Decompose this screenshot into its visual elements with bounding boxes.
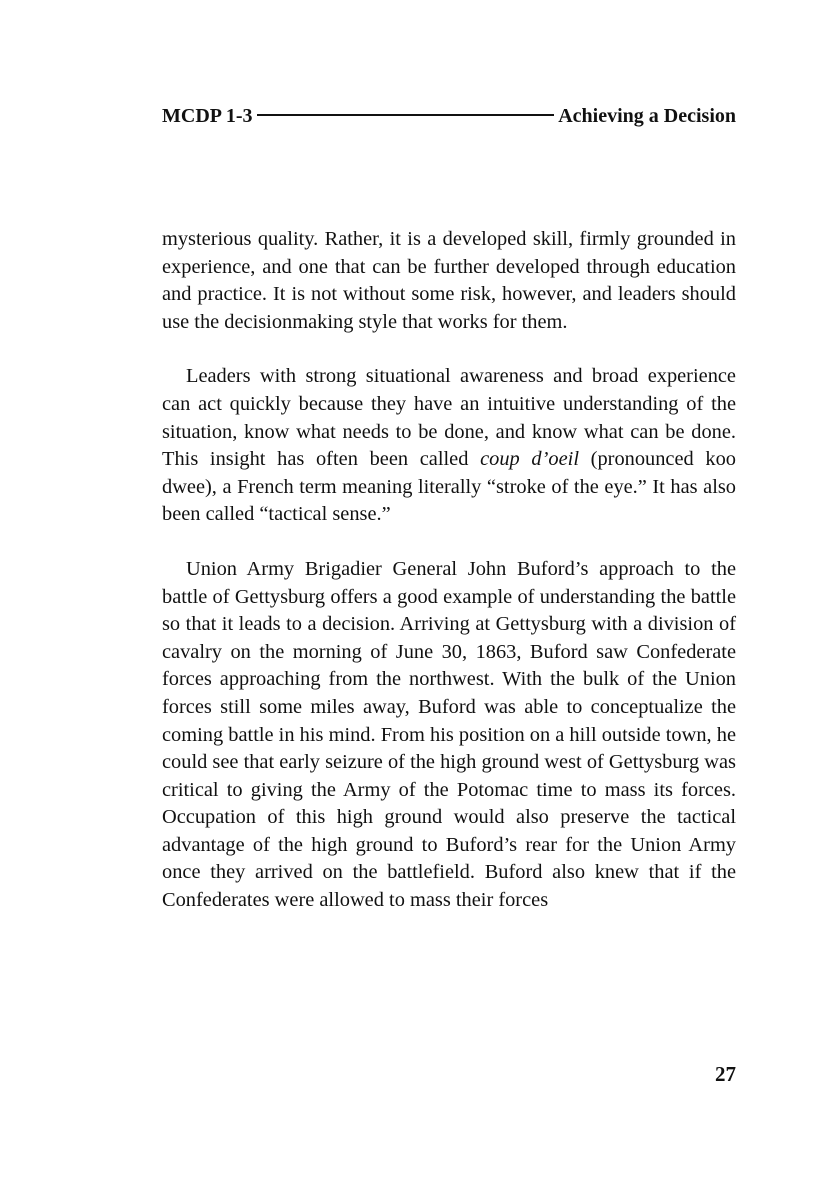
paragraph-coup-doeil xyxy=(162,363,736,529)
page-number: 27 xyxy=(715,1062,736,1086)
body-text xyxy=(162,226,736,915)
running-header xyxy=(162,102,736,130)
paragraph-continued: mysterious quality. Rather, it is a developed skill, firmly grounded in experience, and one that can be further developed through education and practice. It is not without some risk, however, and leaders should use the decisionmaking style that works for them. xyxy=(162,228,736,333)
italic-term: coup d’oeil xyxy=(480,448,579,471)
header-rule xyxy=(257,114,555,116)
chapter-title: Achieving a Decision xyxy=(558,104,736,127)
publication-id: MCDP 1-3 xyxy=(162,104,253,127)
paragraph-buford: Union Army Brigadier General John Buford’s approach to the battle of Gettysburg offers a good example of understanding the battle so that it leads to a decision. Arriving at Gettysburg with a division of cavalry on the morning of June 30, 1863, Buford saw Confederate forces approaching from the northwest. With the bulk of the Union forces still some miles away, Buford was able to conceptualize the coming battle in his mind. From his position on a hill outside town, he could see that early seizure of the high ground west of Gettysburg was critical to giving the Army of the Potomac time to mass its forces. Occupation of this high ground would also preserve the tactical advantage of the high ground to Buford’s rear for the Union Army once they arrived on the battlefield. Buford also knew that if the Confederates were allowed to mass their forces xyxy=(162,557,736,912)
paragraph-text: Leaders with strong situational awareness and broad experience can act quickly because they have an intuitive understanding of the situation, know what needs to be done, and know what can be done. This insight has often been called xyxy=(162,365,736,471)
paragraph-text: (pronounced koo dwee), a French term meaning literally “stroke of the eye.” It has also been called “tactical sense.” xyxy=(162,448,736,526)
